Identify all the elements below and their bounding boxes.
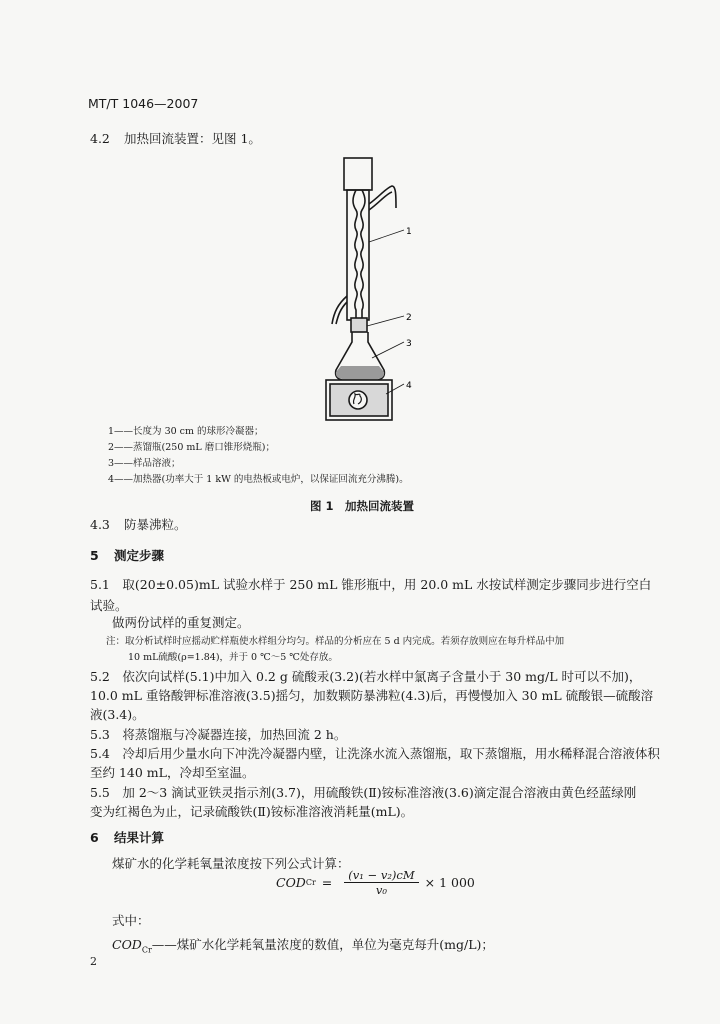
clause-text: 加热回流装置：见图 1。 — [124, 131, 261, 146]
note-line1: 注：取分析试样时应摇动贮样瓶使水样组分均匀。样品的分析应在 5 d 内完成。若须存放则应在每升样品中加 — [106, 636, 565, 647]
callout-3: 3 — [406, 339, 412, 349]
clause-5-2-line3: 液(3.4)。 — [90, 707, 145, 722]
legend-item-3: 3——样品溶液； — [108, 458, 181, 469]
definition-text: ——煤矿水化学耗氧量浓度的数值，单位为毫克每升(mg/L)； — [151, 937, 494, 952]
clause-5-1-line1: 5.1 取(20±0.05)mL 试验水样于 250 mL 锥形瓶中，用 20.0 mL 水按试样测定步骤同步进行空白 — [90, 577, 652, 592]
section-title: 结果计算 — [114, 830, 165, 845]
formula-numerator: (v₁ − v₂)cM — [344, 868, 418, 883]
figure-legend — [108, 424, 409, 488]
clause-5-4-line2: 至约 140 mL，冷却至室温。 — [90, 765, 255, 780]
clause-5-5-line1: 5.5 加 2～3 滴试亚铁灵指示剂(3.7)，用硫酸铁(Ⅱ)铵标准溶液(3.6)滴定混合溶液由黄色经蓝绿刚 — [90, 785, 637, 800]
legend-item-2: 2——蒸馏瓶(250 mL 磨口锥形烧瓶)； — [108, 442, 275, 453]
clause-5-2-line1: 5.2 依次向试样(5.1)中加入 0.2 g 硫酸汞(3.2)(若水样中氯离子含量小于 30 mg/L 时可以不加)， — [90, 669, 642, 684]
formula-intro: 煤矿水的化学耗氧量浓度按下列公式计算： — [112, 856, 350, 871]
where-label: 式中： — [112, 913, 150, 928]
section-number: 6 — [90, 830, 99, 845]
callout-2: 2 — [406, 313, 412, 323]
formula-lhs-sub: Cr — [305, 878, 316, 887]
definition-symbol-sub: Cr — [141, 945, 152, 955]
clause-number: 4.3 — [90, 517, 110, 532]
clause-5-2-line2: 10.0 mL 重铬酸钾标准溶液(3.5)摇匀，加数颗防暴沸粒(4.3)后，再慢慢加入 30 mL 硫酸银—硫酸溶 — [90, 688, 654, 703]
clause-text: 防暴沸粒。 — [124, 517, 187, 532]
section-5-heading — [90, 546, 164, 564]
callout-4: 4 — [406, 381, 412, 391]
section-number: 5 — [90, 548, 99, 563]
clause-4-2 — [90, 128, 261, 149]
standard-number: MT/T 1046—2007 — [88, 96, 199, 111]
cod-formula — [276, 868, 475, 897]
callout-1: 1 — [406, 227, 412, 237]
definition-cod — [112, 934, 494, 961]
section-title: 测定步骤 — [114, 548, 165, 563]
clause-5-1-line2: 试验。 — [90, 598, 128, 613]
formula-lhs: COD — [276, 875, 306, 890]
formula-multiplier: × 1 000 — [424, 875, 475, 890]
page-number: 2 — [90, 955, 97, 968]
clause-5-3: 5.3 将蒸馏瓶与冷凝器连接，加热回流 2 h。 — [90, 727, 347, 742]
section-6-heading — [90, 828, 164, 846]
formula-denominator: v₀ — [375, 883, 388, 897]
reflux-apparatus-figure — [300, 146, 430, 426]
clause-5-4-line1: 5.4 冷却后用少量水向下冲洗冷凝器内壁，让洗涤水流入蒸馏瓶，取下蒸馏瓶，用水稀释混合溶液体积 — [90, 746, 660, 761]
figure-caption: 图 1 加热回流装置 — [310, 499, 415, 513]
clause-number: 4.2 — [90, 131, 110, 146]
legend-item-1: 1——长度为 30 cm 的球形冷凝器； — [108, 426, 264, 437]
clause-4-3 — [90, 514, 187, 535]
definition-symbol: COD — [112, 937, 142, 952]
clause-5-5-line2: 变为红褐色为止，记录硫酸铁(Ⅱ)铵标准溶液消耗量(mL)。 — [90, 804, 414, 819]
clause-5-1-line3: 做两份试样的重复测定。 — [112, 615, 250, 630]
formula-fraction — [344, 868, 418, 897]
note-line2: 10 mL硫酸(ρ=1.84)，并于 0 ℃～5 ℃处存放。 — [128, 652, 338, 663]
formula-equals: = — [321, 875, 333, 890]
legend-item-4: 4——加热器(功率大于 1 kW 的电热板或电炉，以保证回流充分沸腾)。 — [108, 474, 409, 485]
